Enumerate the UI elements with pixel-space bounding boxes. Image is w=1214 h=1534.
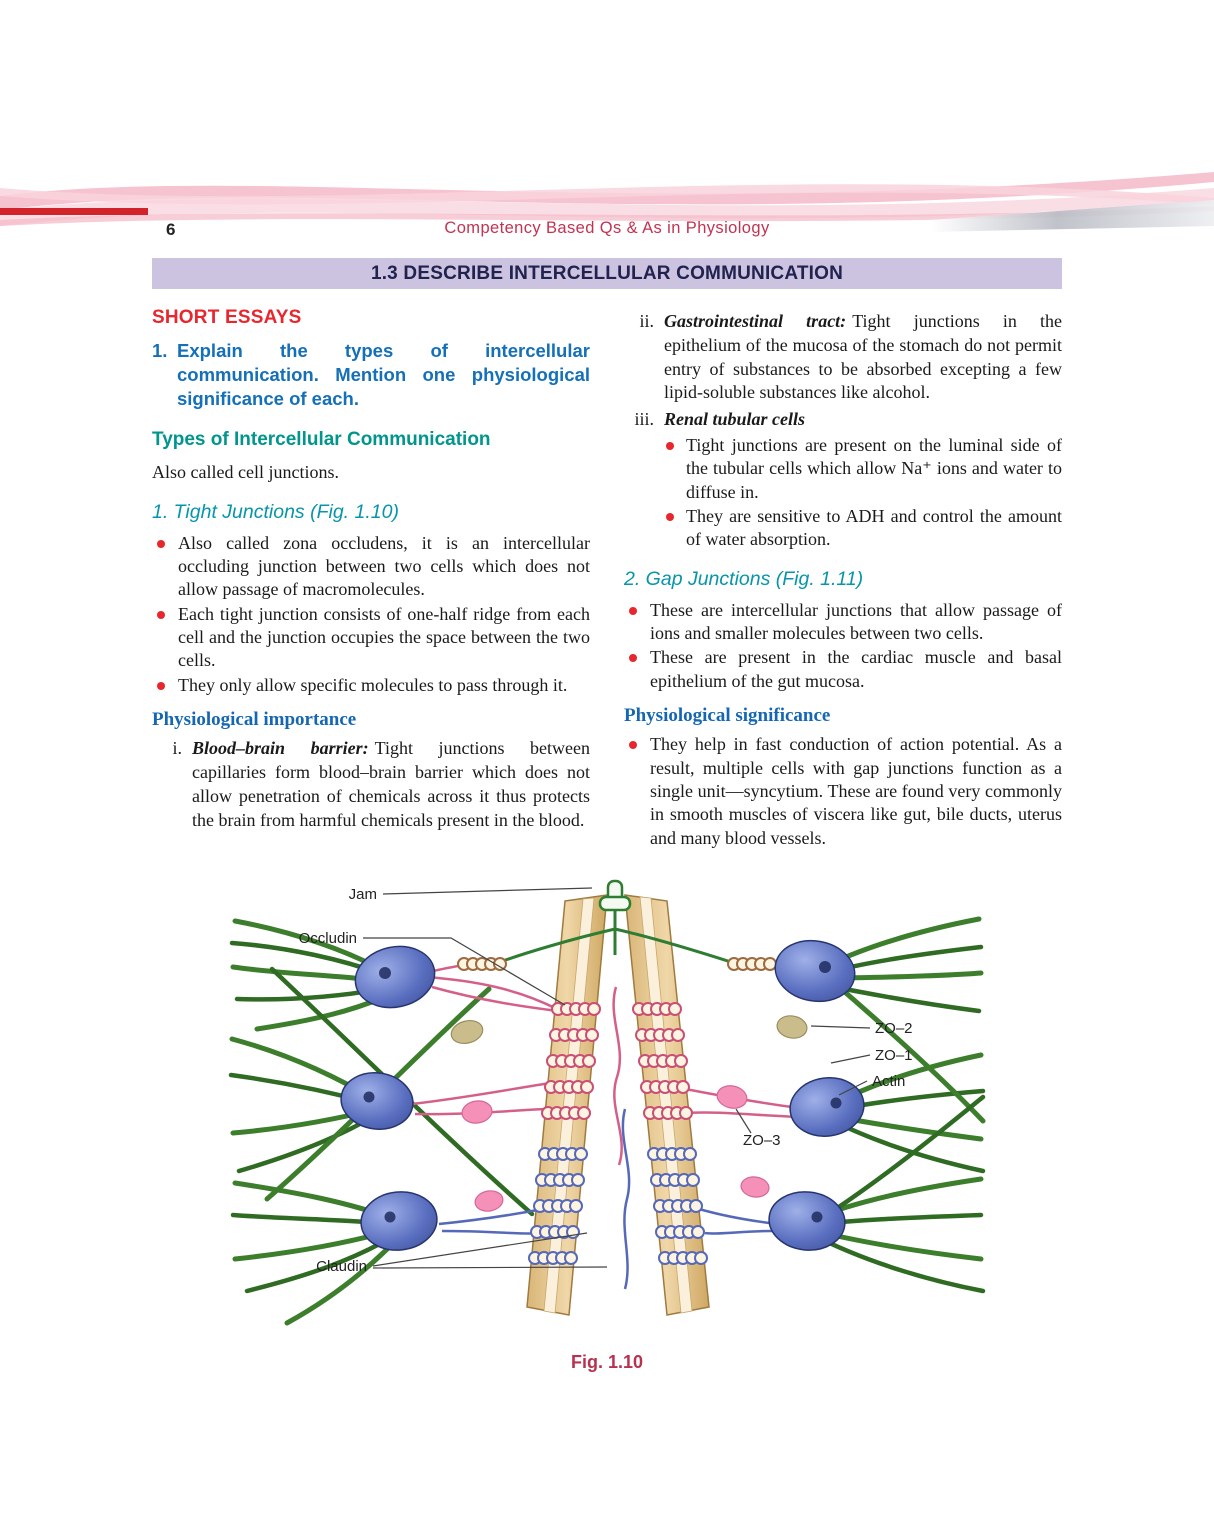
- roman-item-lead: Renal tubular cells: [664, 409, 806, 429]
- red-accent-strip: [0, 208, 148, 215]
- question-1: [152, 339, 590, 411]
- page-number: 6: [166, 220, 176, 239]
- right-column: [624, 307, 1062, 851]
- roman-number: i.: [172, 738, 182, 759]
- bullet-item: They are sensitive to ADH and control the amount of water absorption.: [686, 505, 1062, 552]
- tight-junction-diagram: [227, 869, 987, 1339]
- running-header-title: Competency Based Qs & As in Physiology: [444, 219, 770, 237]
- bullet-item: They only allow specific molecules to pass through it.: [178, 674, 590, 697]
- tight-junctions-heading: 1. Tight Junctions (Fig. 1.10): [152, 500, 399, 523]
- roman-item-lead: Blood–brain barrier:: [192, 738, 369, 759]
- section-heading-text: 1.3 DESCRIBE INTERCELLULAR COMMUNICATION: [370, 262, 844, 284]
- roman-number: ii.: [639, 311, 654, 331]
- roman-item-body: Tight junctions between capillaries form blood–brain barrier which does not allow penetration of chemicals across it thus protects the brain from harmful chemicals present in the blood.: [192, 738, 590, 830]
- jam-molecule: [500, 881, 734, 963]
- bullet-item: These are intercellular junctions that allow passage of ions and smaller molecules between two cells.: [650, 599, 1062, 646]
- question-text: Explain the types of intercellular communication. Mention one physiological significance of each.: [177, 340, 590, 410]
- significance-bullets: [624, 733, 1062, 850]
- bullet-item: These are present in the cardiac muscle and basal epithelium of the gut mucosa.: [650, 646, 1062, 693]
- left-column: [152, 307, 590, 851]
- roman-item-i: [152, 737, 590, 832]
- roman-item-text: [664, 408, 1062, 432]
- roman-item-lead: Gastrointestinal tract:: [664, 311, 847, 331]
- figure-label-zo2: ZO–2: [875, 1020, 913, 1038]
- roman-item-iii: [624, 408, 1062, 552]
- bullet-item: Each tight junction consists of one-half ridge from each cell and the junction occupies the space between the two cells.: [178, 603, 590, 673]
- protein-strands: [412, 964, 797, 1289]
- section-heading-bar: [152, 258, 1062, 289]
- roman-item-text: [664, 310, 1062, 405]
- figure-1-10: [0, 869, 1214, 1373]
- bullet-item: Also called zona occludens, it is an intercellular occluding junction between two cells which does not allow passage of macromolecules.: [178, 532, 590, 602]
- figure-label-claudin: Claudin: [316, 1258, 367, 1276]
- gap-junctions-heading: 2. Gap Junctions (Fig. 1.11): [624, 567, 864, 590]
- roman-item-body: Tight junctions in the epithelium of the mucosa of the stomach do not permit entry of substances to be absorbed excepting a few lipid-soluble substances like alcohol.: [664, 311, 1062, 403]
- figure-label-occludin: Occludin: [298, 930, 357, 948]
- phys-significance-heading: Physiological significance: [624, 705, 831, 727]
- short-essays-heading: SHORT ESSAYS: [152, 307, 302, 328]
- two-column-body: [152, 307, 1062, 851]
- cell-bodies: [337, 935, 867, 1254]
- bullet-item: They help in fast conduction of action potential. As a result, multiple cells with gap junctions function as a single unit—syncytium. These are found very commonly in smooth muscles of viscera like gut, bile ducts, uterus and many blood vessels.: [650, 733, 1062, 850]
- also-called-text: Also called cell junctions.: [152, 462, 339, 483]
- gap-junction-bullets: [624, 599, 1062, 694]
- roman-item-ii: [624, 310, 1062, 405]
- figure-label-zo3: ZO–3: [743, 1132, 781, 1150]
- figure-label-zo1: ZO–1: [875, 1047, 913, 1065]
- figure-caption: Fig. 1.10: [570, 1352, 644, 1373]
- question-number: 1.: [152, 340, 168, 361]
- figure-label-jam: Jam: [348, 886, 377, 904]
- bullet-item: Tight junctions are present on the luminal side of the tubular cells which allow Na⁺ ions and water to diffuse in.: [686, 434, 1062, 504]
- phys-importance-heading: Physiological importance: [152, 709, 357, 731]
- renal-bullets: [664, 434, 1062, 552]
- roman-number: iii.: [634, 409, 654, 429]
- running-head: [0, 219, 1214, 243]
- tight-junction-bullets: [152, 532, 590, 698]
- roman-item-text: [192, 737, 590, 832]
- types-heading: Types of Intercellular Communication: [152, 429, 491, 451]
- figure-label-actin: Actin: [872, 1073, 906, 1091]
